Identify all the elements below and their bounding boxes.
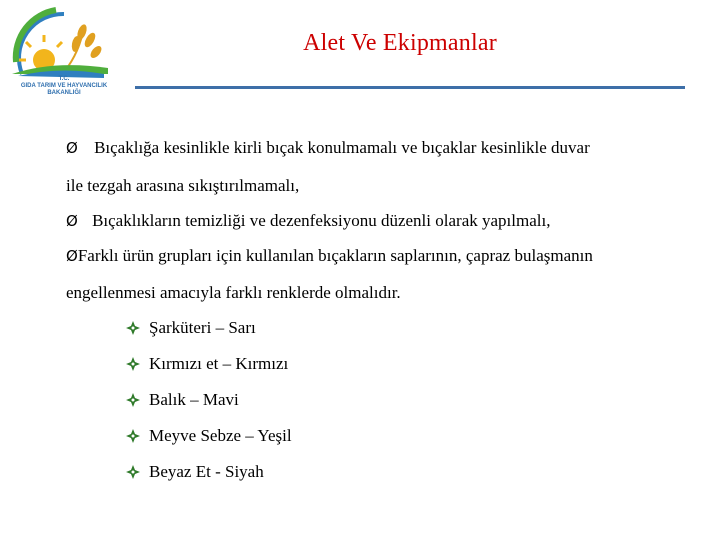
- sub-item-label: Şarküteri – Sarı: [149, 318, 256, 337]
- bullet-2-line1: [66, 211, 550, 231]
- bullet-3-text: Farklı ürün grupları için kullanılan bıçakların saplarının, çapraz bulaşmanın: [77, 246, 593, 265]
- title-divider: [135, 86, 685, 89]
- page-title: Alet Ve Ekipmanlar: [303, 30, 497, 56]
- bullet-1-line2: ile tezgah arasına sıkıştırılmamalı,: [66, 176, 300, 195]
- bullet-3-line2: engellenmesi amacıyla farklı renklerde olmalıdır.: [66, 283, 401, 302]
- diamond-bullet-icon: [126, 321, 140, 335]
- logo-text-line2: GIDA TARIM VE HAYVANCILIK: [20, 83, 108, 89]
- diamond-bullet-icon: [126, 429, 140, 443]
- bullet-1-line1: [66, 138, 590, 158]
- sub-item-beyaz-et: [126, 462, 264, 482]
- diamond-bullet-icon: [126, 465, 140, 479]
- bullet-3-line1: [66, 246, 593, 266]
- bullet-1-text: Bıçaklığa kesinlikle kirli bıçak konulmamalı ve bıçaklar kesinlikle duvar: [94, 138, 590, 157]
- logo-text-line1: T.C.: [58, 76, 70, 82]
- sub-item-balik: [126, 390, 239, 410]
- sub-item-label: Balık – Mavi: [149, 390, 239, 409]
- sub-item-sarkuteri: [126, 318, 256, 338]
- diamond-bullet-icon: [126, 357, 140, 371]
- arrow-bullet-icon: Ø: [66, 212, 78, 230]
- bullet-2-text: Bıçaklıkların temizliği ve dezenfeksiyonu düzenli olarak yapılmalı,: [92, 211, 551, 230]
- logo-text-line3: BAKANLIĞI: [47, 90, 81, 96]
- diamond-bullet-icon: [126, 393, 140, 407]
- arrow-bullet-icon: Ø: [66, 247, 78, 265]
- sub-item-label: Kırmızı et – Kırmızı: [149, 354, 289, 373]
- sub-item-kirmizi-et: [126, 354, 288, 374]
- sub-item-label: Meyve Sebze – Yeşil: [149, 426, 292, 445]
- arrow-bullet-icon: Ø: [66, 139, 78, 157]
- sub-item-label: Beyaz Et - Siyah: [149, 462, 264, 481]
- ministry-logo: [4, 2, 124, 102]
- sub-item-meyve-sebze: [126, 426, 292, 446]
